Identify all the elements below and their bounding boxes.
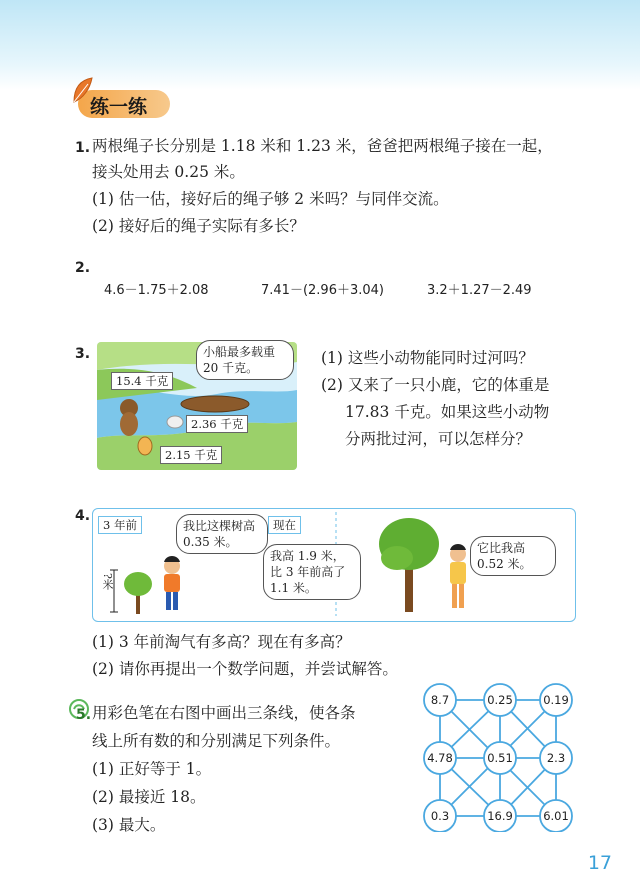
q2-expr-3: 3.2＋1.27－2.49 [427,283,532,298]
q1-sub2: (2) 接好后的绳子实际有多长？ [92,217,305,235]
weight-tag-chick: 2.15 千克 [160,446,222,464]
q4-speech-bubble-now: 我高 1.9 米，比 3 年前高了 1.1 米。 [263,544,361,600]
q4-height-mark: ?米 [101,573,114,590]
grid-node-4: 4.78 [427,751,453,765]
q3-sub1: (1) 这些小动物能同时过河吗？ [321,349,534,367]
section-title: 练一练 [90,96,148,118]
q4-label-past: 3 年前 [98,516,142,534]
grid-node-6: 2.3 [546,751,566,765]
q1-sub1: (1) 估一估，接好后的绳子够 2 米吗？与同伴交流。 [92,190,449,208]
grid-node-3: 0.19 [543,693,569,707]
q3-sub2-line3: 分两批过河，可以怎样分？ [345,430,532,448]
q5-text-line1: 用彩色笔在右图中画出三条线，使各条 [92,704,356,722]
q1-number: 1. [75,140,91,156]
page-number: 17 [587,852,612,874]
q4-label-now: 现在 [268,516,301,534]
q5-text-line2: 线上所有数的和分别满足下列条件。 [92,732,341,750]
q5-sub1: (1) 正好等于 1。 [92,760,212,778]
q4-number: 4. [75,508,91,524]
q1-text-line1: 两根绳子长分别是 1.18 米和 1.23 米，爸爸把两根绳子接在一起， [92,137,553,155]
q4-sub2: (2) 请你再提出一个数学问题，并尝试解答。 [92,660,398,678]
q1-text-line2: 接头处用去 0.25 米。 [92,163,245,181]
q5-sub3: (3) 最大。 [92,816,166,834]
grid-node-1: 8.7 [430,693,450,707]
grid-node-9: 6.01 [543,809,569,823]
q4-sub1: (1) 3 年前淘气有多高？现在有多高？ [92,633,351,651]
number-grid-lines [420,682,580,836]
q3-speech-bubble: 小船最多载重 20 千克。 [196,340,294,380]
grid-node-8: 16.9 [487,809,513,823]
top-band [0,0,640,90]
q3-number: 3. [75,346,91,362]
grid-node-7: 0.3 [430,809,450,823]
grid-node-2: 0.25 [487,693,513,707]
q2-expr-2: 7.41－(2.96＋3.04) [261,283,384,298]
q4-speech-bubble-past: 我比这棵树高 0.35 米。 [176,514,268,554]
grid-node-5: 0.51 [487,751,513,765]
q5-number: 5. [76,707,92,723]
q3-sub2-line1: (2) 又来了一只小鹿，它的体重是 [321,376,550,394]
weight-tag-rabbit: 2.36 千克 [186,415,248,433]
q2-expr-1: 4.6－1.75＋2.08 [104,283,209,298]
weight-tag-monkey: 15.4 千克 [111,372,173,390]
q3-sub2-line2: 17.83 千克。如果这些小动物 [345,403,550,421]
q2-number: 2. [75,260,91,276]
q5-sub2: (2) 最接近 18。 [92,788,206,806]
q4-speech-bubble-tree: 它比我高 0.52 米。 [470,536,556,576]
